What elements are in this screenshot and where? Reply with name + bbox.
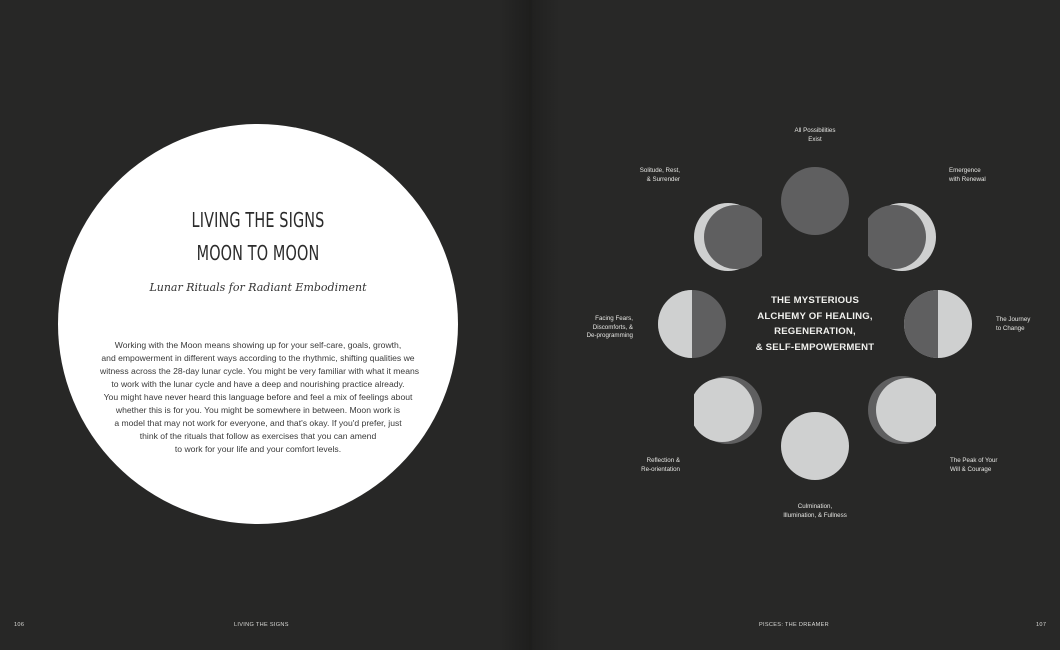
label-first-quarter (996, 316, 1030, 333)
label-line: Culmination, (797, 503, 833, 510)
paragraph-line: think of the rituals that follow as exercises that you can amend (139, 431, 377, 441)
label-full-moon (765, 503, 865, 520)
waxing-crescent-moon-icon (868, 203, 936, 271)
label-waxing-crescent (949, 167, 986, 184)
paragraph-line: You might have never heard this language before and feel a mix of feelings about (103, 392, 413, 402)
label-new-moon (775, 127, 855, 144)
full-moon-icon (781, 412, 849, 480)
label-line: Facing Fears, (595, 315, 633, 322)
paragraph-line: witness across the 28-day lunar cycle. You might be very familiar with what it means (100, 366, 420, 376)
label-line: The Peak of Your (950, 457, 998, 464)
paragraph-line: to work with the lunar cycle and have a deep and nourishing practice already. (111, 379, 405, 389)
running-head-left: LIVING THE SIGNS (234, 622, 289, 628)
label-line: Discomforts, & (592, 323, 633, 331)
running-head-right: PISCES: THE DREAMER (759, 622, 829, 628)
page-number-right: 107 (1036, 622, 1047, 628)
label-line: to Change (996, 324, 1025, 332)
label-line: Exist (808, 135, 822, 143)
label-waning-crescent (620, 167, 680, 184)
waxing-gibbous-moon-icon (868, 376, 936, 444)
first-quarter-moon-icon (904, 290, 972, 358)
label-line: Reflection & (646, 457, 680, 464)
label-waning-gibbous (620, 457, 680, 474)
paragraph-line: to work for your life and your comfort levels. (174, 444, 342, 454)
label-waxing-gibbous (950, 457, 997, 474)
last-quarter-moon-icon (658, 290, 726, 358)
center-heading-line: THE MYSTERIOUS (770, 295, 860, 306)
center-heading-line: REGENERATION, (774, 326, 856, 337)
label-line: De-programming (586, 332, 633, 339)
label-line: & Surrender (646, 175, 680, 183)
paragraph-line: Working with the Moon means showing up for your self-care, goals, growth, (114, 340, 402, 350)
paragraph-line: a model that may not work for everyone, and that's okay. If you'd prefer, just (114, 418, 402, 428)
chapter-subtitle: Lunar Rituals for Radiant Embodiment (149, 281, 367, 294)
cycle-center-heading (730, 293, 900, 355)
label-line: Solitude, Rest, (639, 167, 680, 174)
waning-gibbous-moon-icon (694, 376, 762, 444)
page-number-left: 106 (14, 622, 25, 628)
chapter-title (58, 204, 458, 270)
label-line: Illumination, & Fullness (783, 511, 847, 519)
label-line: Emergence (949, 167, 981, 174)
label-line: Re-orientation (641, 465, 680, 473)
paragraph-line: and empowerment in different ways according to the rhythmic, shifting qualities we (101, 353, 415, 363)
waning-crescent-moon-icon (694, 203, 762, 271)
label-line: Will & Courage (950, 465, 992, 473)
intro-paragraph (100, 339, 420, 456)
new-moon-icon (781, 167, 849, 235)
label-line: with Renewal (949, 175, 986, 183)
title-circle (58, 124, 458, 524)
label-line: All Possibilities (794, 127, 836, 134)
center-heading-line: & SELF-EMPOWERMENT (755, 341, 875, 353)
paragraph-line: whether this is for you. You might be somewhere in between. Moon work is (115, 405, 401, 415)
label-last-quarter (573, 315, 633, 341)
chapter-title-line: LIVING THE SIGNS (191, 208, 325, 232)
label-line: The Journey (996, 316, 1031, 323)
center-heading-line: ALCHEMY OF HEALING, (757, 310, 873, 322)
chapter-title-line: MOON TO MOON (196, 241, 320, 265)
